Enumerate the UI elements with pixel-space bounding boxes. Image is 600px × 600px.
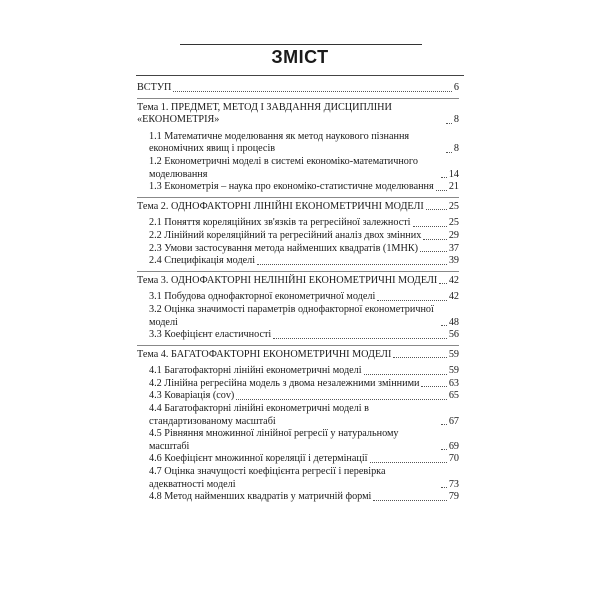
- dot-leader: [373, 500, 446, 501]
- dot-leader: [421, 386, 446, 387]
- dot-leader: [426, 209, 447, 210]
- toc-entry-2-4[interactable]: [149, 255, 459, 268]
- toc-page-number: 65: [448, 390, 459, 402]
- toc-page-number: 42: [448, 274, 459, 286]
- toc-page-number: 59: [448, 348, 459, 360]
- dot-leader: [439, 283, 447, 284]
- table-of-contents: [137, 82, 459, 504]
- dot-leader: [273, 338, 447, 339]
- toc-entry-text: 3.2 Оцінка значимості параметрів однофакторної економетричної моделі: [149, 303, 434, 328]
- toc-page-number: 67: [448, 415, 459, 427]
- toc-entry-intro[interactable]: [137, 82, 459, 95]
- toc-entry-text: 1.1 Математичне моделювання як метод наукового пізнання економічних явищ і процесів: [149, 130, 410, 155]
- toc-entry-text: 3.3 Коефіцієнт еластичності: [149, 329, 272, 341]
- toc-entry-text: 2.4 Специфікація моделі: [149, 255, 256, 267]
- toc-page-number: 59: [448, 365, 459, 377]
- toc-entry-3-2[interactable]: [149, 304, 459, 329]
- toc-page-number: 42: [448, 291, 459, 303]
- toc-entry-4-3[interactable]: [149, 390, 459, 403]
- toc-entry-4-7[interactable]: [149, 466, 459, 491]
- toc-page-number: 29: [448, 229, 459, 241]
- toc-entry-4-1[interactable]: [149, 365, 459, 378]
- dot-leader: [393, 357, 446, 358]
- dot-leader: [370, 462, 447, 463]
- toc-entry-text: 4.4 Багатофакторні лінійні економетричні моделі в стандартизованому масштабі: [149, 403, 369, 427]
- toc-entry-1-1[interactable]: [149, 131, 459, 156]
- toc-entry-4-4[interactable]: [149, 403, 459, 428]
- toc-page-number: 25: [448, 217, 459, 229]
- section-divider: [137, 98, 459, 99]
- dot-leader: [436, 190, 447, 191]
- toc-page-number: 25: [448, 200, 459, 212]
- title-top-rule: [180, 44, 422, 45]
- toc-entry-text: 2.1 Поняття кореляційних зв'язків та регресійної залежності: [149, 217, 411, 229]
- toc-page-number: 70: [448, 453, 459, 465]
- toc-page-number: 8: [453, 114, 459, 126]
- toc-entry-text: Тема 3. ОДНОФАКТОРНІ НЕЛІНІЙНІ ЕКОНОМЕТРИЧНІ МОДЕЛІ: [137, 274, 438, 286]
- toc-entry-2-1[interactable]: [149, 217, 459, 230]
- dot-leader: [423, 239, 447, 240]
- toc-entry-1-2[interactable]: [149, 156, 459, 181]
- toc-entry-text: 4.3 Коваріація (cov): [149, 390, 235, 402]
- toc-page-number: 69: [448, 440, 459, 452]
- title-bottom-rule: [136, 75, 464, 76]
- page-title: ЗМІСТ: [271, 47, 329, 67]
- toc-entry-text: 1.2 Економетричні моделі в системі економіко-математичного моделювання: [149, 155, 418, 180]
- toc-entry-text: 4.2 Лінійна регресійна модель з двома незалежними змінними: [149, 377, 420, 389]
- dot-leader: [446, 123, 452, 124]
- toc-page-number: 73: [448, 478, 459, 490]
- toc-entry-3-3[interactable]: [149, 329, 459, 342]
- toc-entry-text: 3.1 Побудова однофакторної економетричної моделі: [149, 291, 376, 303]
- toc-entry-text: 4.5 Рівняння множинної лінійної регресії у натуральному масштабі: [149, 428, 399, 452]
- toc-entry-topic-1[interactable]: [137, 102, 459, 127]
- toc-page-number: 6: [453, 82, 459, 93]
- toc-entry-text: 1.3 Економетрія – наука про економіко-статистичне моделювання: [149, 181, 434, 193]
- dot-leader: [257, 264, 447, 265]
- toc-entry-text: Тема 4. БАГАТОФАКТОРНІ ЕКОНОМЕТРИЧНІ МОДЕЛІ: [137, 348, 392, 360]
- dot-leader: [413, 226, 447, 227]
- toc-entry-text: ВСТУП: [137, 82, 172, 93]
- toc-page-number: 56: [448, 329, 459, 341]
- dot-leader: [441, 325, 447, 326]
- toc-entry-text: 4.6 Коефіцієнт множинної кореляції і детермінації: [149, 453, 368, 465]
- toc-page-number: 37: [448, 242, 459, 254]
- dot-leader: [441, 177, 447, 178]
- toc-page-number: 21: [448, 181, 459, 193]
- toc-entry-3-1[interactable]: [149, 291, 459, 304]
- toc-entry-4-5[interactable]: [149, 428, 459, 453]
- section-divider: [137, 345, 459, 346]
- toc-entry-4-8[interactable]: [149, 491, 459, 504]
- dot-leader: [377, 300, 447, 301]
- dot-leader: [173, 91, 452, 92]
- toc-entry-topic-4[interactable]: [137, 349, 459, 362]
- toc-page-number: 39: [448, 255, 459, 267]
- toc-entry-text: 4.7 Оцінка значущості коефіцієнта регресії і перевірка адекватності моделі: [149, 466, 386, 490]
- toc-entry-topic-2[interactable]: [137, 201, 459, 214]
- toc-page-number: 79: [448, 491, 459, 503]
- section-divider: [137, 271, 459, 272]
- toc-entry-text: 4.8 Метод найменших квадратів у матричній формі: [149, 491, 372, 503]
- toc-entry-text: 2.2 Лінійний кореляційний та регресійний аналіз двох змінних: [149, 229, 422, 241]
- toc-entry-2-3[interactable]: [149, 243, 459, 256]
- toc-entry-4-2[interactable]: [149, 378, 459, 391]
- toc-entry-text: 2.3 Умови застосування метода найменших квадратів (1МНК): [149, 242, 419, 254]
- dot-leader: [420, 251, 447, 252]
- toc-entry-1-3[interactable]: [149, 181, 459, 194]
- toc-page-number: 8: [453, 143, 459, 155]
- dot-leader: [236, 399, 446, 400]
- toc-page-number: 63: [448, 377, 459, 389]
- dot-leader: [446, 152, 452, 153]
- dot-leader: [441, 424, 447, 425]
- toc-entry-2-2[interactable]: [149, 230, 459, 243]
- toc-page-number: 48: [448, 316, 459, 328]
- toc-entry-text: 4.1 Багатофакторні лінійні економетричні моделі: [149, 365, 362, 377]
- toc-entry-4-6[interactable]: [149, 453, 459, 466]
- dot-leader: [441, 449, 447, 450]
- dot-leader: [441, 487, 447, 488]
- toc-entry-text: Тема 2. ОДНОФАКТОРНІ ЛІНІЙНІ ЕКОНОМЕТРИЧНІ МОДЕЛІ: [137, 200, 424, 212]
- section-divider: [137, 197, 459, 198]
- toc-page-number: 14: [448, 168, 459, 180]
- toc-entry-topic-3[interactable]: [137, 275, 459, 288]
- dot-leader: [364, 374, 447, 375]
- toc-entry-text: Тема 1. ПРЕДМЕТ, МЕТОД І ЗАВДАННЯ ДИСЦИПЛІНИ «ЕКОНОМЕТРІЯ»: [137, 101, 392, 126]
